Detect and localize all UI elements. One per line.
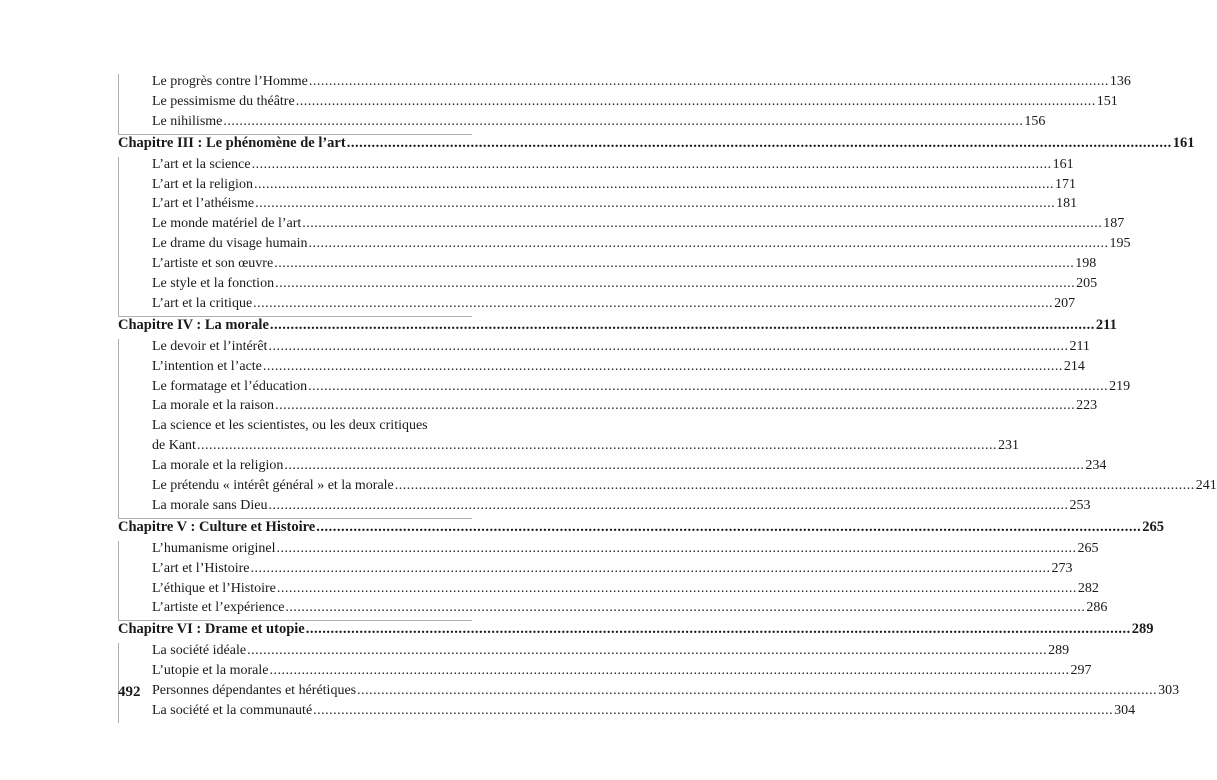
entry-page: 161 xyxy=(1052,156,1074,172)
toc-entry[interactable] xyxy=(152,703,1136,723)
entry-page: 282 xyxy=(1077,580,1099,596)
toc-entry[interactable] xyxy=(152,93,1118,114)
entry-title: La morale sans Dieu xyxy=(152,497,268,513)
toc-entry[interactable] xyxy=(152,458,1107,478)
entry-title: Le monde matériel de l’art xyxy=(152,216,302,232)
table-of-contents xyxy=(118,74,1217,723)
chapter-page: 161 xyxy=(1172,134,1195,151)
toc-entry[interactable] xyxy=(152,113,1046,134)
chapter-heading[interactable] xyxy=(118,518,1164,541)
entry-title: L’art et la science xyxy=(152,156,251,172)
chapter-section xyxy=(118,316,1217,518)
entry-title: La science et les scientistes, ou les deux critiques xyxy=(152,418,428,434)
chapter-heading[interactable] xyxy=(118,316,1117,339)
chapter-section xyxy=(118,518,1164,621)
dot-leader: ........................................................................................................................................................................................................ xyxy=(253,295,1054,311)
entry-title: Le drame du visage humain xyxy=(152,236,308,252)
dot-leader: ........................................................................................................................................................................................................ xyxy=(275,398,1076,414)
entry-page: 223 xyxy=(1076,398,1098,414)
dot-leader: ........................................................................................................................................................................................................ xyxy=(269,663,1070,679)
chapter-title: Chapitre IV : La morale xyxy=(118,316,269,333)
toc-entry[interactable] xyxy=(152,540,1099,561)
toc-entry[interactable] xyxy=(152,295,1076,316)
toc-entry[interactable] xyxy=(152,176,1076,197)
entry-page: 187 xyxy=(1103,216,1125,232)
dot-leader: ........................................................................................................................................................................................................ xyxy=(255,196,1056,212)
dot-leader: ........................................................................................................................................................................................................ xyxy=(346,134,1172,151)
entry-title: Le progrès contre l’Homme xyxy=(152,74,308,89)
entry-page: 171 xyxy=(1054,176,1076,192)
dot-leader: ........................................................................................................................................................................................................ xyxy=(308,378,1109,394)
entry-page: 207 xyxy=(1054,295,1076,311)
toc-entry[interactable] xyxy=(152,256,1097,276)
entry-page: 286 xyxy=(1086,600,1108,616)
entry-title: Le nihilisme xyxy=(152,113,223,129)
chapter-page: 211 xyxy=(1095,316,1117,333)
toc-entry[interactable] xyxy=(152,683,1180,703)
entry-page: 304 xyxy=(1114,703,1136,719)
toc-entry[interactable] xyxy=(152,196,1078,216)
dot-leader: ........................................................................................................................................................................................................ xyxy=(285,600,1086,616)
toc-entry[interactable] xyxy=(152,74,1131,94)
entry-title: L’art et la critique xyxy=(152,295,253,311)
chapter-entries xyxy=(118,540,1108,621)
entry-title: L’artiste et son œuvre xyxy=(152,256,274,272)
toc-entry[interactable] xyxy=(152,276,1098,296)
entry-title: La morale et la raison xyxy=(152,398,275,414)
dot-leader: ........................................................................................................................................................................................................ xyxy=(305,621,1131,638)
dot-leader: ........................................................................................................................................................................................................ xyxy=(268,338,1069,354)
chapter-entries xyxy=(118,338,1217,518)
entry-page: 303 xyxy=(1158,683,1180,699)
dot-leader: ........................................................................................................................................................................................................ xyxy=(308,74,1109,89)
entry-page: 198 xyxy=(1075,256,1097,272)
entry-page: 156 xyxy=(1024,113,1046,129)
entry-title: La morale et la religion xyxy=(152,458,284,474)
entry-title: L’éthique et l’Histoire xyxy=(152,580,276,596)
dot-leader: ........................................................................................................................................................................................................ xyxy=(250,560,1051,576)
dot-leader: ........................................................................................................................................................................................................ xyxy=(276,580,1077,596)
page-number: 492 xyxy=(118,684,141,700)
toc-entry[interactable] xyxy=(152,600,1108,620)
entry-page: 219 xyxy=(1109,378,1131,394)
toc-entry[interactable] xyxy=(152,216,1125,236)
dot-leader: ........................................................................................................................................................................................................ xyxy=(284,458,1085,474)
entry-page: 231 xyxy=(997,438,1019,454)
chapter-title: Chapitre VI : Drame et utopie xyxy=(118,621,305,638)
entry-title: Personnes dépendantes et hérétiques xyxy=(152,683,357,699)
entry-title: Le pessimisme du théâtre xyxy=(152,93,295,109)
dot-leader: ........................................................................................................................................................................................................ xyxy=(308,236,1109,252)
chapter-entries xyxy=(118,156,1131,316)
dot-leader: ........................................................................................................................................................................................................ xyxy=(268,497,1069,513)
dot-leader: ........................................................................................................................................................................................................ xyxy=(275,276,1076,292)
entry-title: L’humanisme originel xyxy=(152,540,276,556)
toc-entry[interactable] xyxy=(152,643,1070,663)
toc-entry[interactable] xyxy=(152,378,1131,399)
dot-leader: ........................................................................................................................................................................................................ xyxy=(251,156,1052,172)
toc-entry[interactable] xyxy=(152,156,1074,177)
chapter-heading[interactable] xyxy=(118,620,1154,643)
entry-title: La société et la communauté xyxy=(152,703,313,719)
toc-entry[interactable] xyxy=(152,398,1098,418)
entry-page: 234 xyxy=(1085,458,1107,474)
chapter-page: 265 xyxy=(1142,518,1164,535)
entry-page: 273 xyxy=(1051,560,1073,576)
dot-leader: ........................................................................................................................................................................................................ xyxy=(295,93,1096,109)
toc-entry[interactable] xyxy=(152,338,1090,359)
entry-page: 136 xyxy=(1109,74,1131,89)
dot-leader: ........................................................................................................................................................................................................ xyxy=(313,703,1114,719)
entry-title: L’artiste et l’expérience xyxy=(152,600,285,616)
entry-page: 241 xyxy=(1195,478,1217,494)
dot-leader: ........................................................................................................................................................................................................ xyxy=(253,176,1054,192)
chapter-title: Chapitre V : Culture et Histoire xyxy=(118,518,316,535)
entry-title: L’art et la religion xyxy=(152,176,253,192)
chapter-entries xyxy=(118,643,1180,723)
toc-entry[interactable] xyxy=(152,497,1091,518)
toc-entry[interactable] xyxy=(152,478,1217,498)
toc-entry[interactable] xyxy=(152,580,1099,601)
entry-page: 297 xyxy=(1070,663,1092,679)
dot-leader: ........................................................................................................................................................................................................ xyxy=(247,643,1048,659)
chapter-page: 289 xyxy=(1131,621,1154,638)
dot-leader: ........................................................................................................................................................................................................ xyxy=(269,316,1095,333)
entry-page: 195 xyxy=(1109,236,1131,252)
entry-page: 181 xyxy=(1056,196,1078,212)
chapter-list xyxy=(118,134,1217,723)
chapter-section xyxy=(118,134,1195,316)
entry-page: 214 xyxy=(1063,358,1085,374)
toc-entry[interactable] xyxy=(152,358,1085,379)
entry-page: 265 xyxy=(1077,540,1099,556)
dot-leader: ........................................................................................................................................................................................................ xyxy=(223,113,1024,129)
dot-leader: ........................................................................................................................................................................................................ xyxy=(357,683,1158,699)
entry-title: Le formatage et l’éducation xyxy=(152,378,308,394)
toc-entry[interactable] xyxy=(152,560,1073,581)
entry-page: 253 xyxy=(1069,497,1091,513)
toc-entry[interactable] xyxy=(152,663,1092,683)
entry-page: 211 xyxy=(1069,338,1090,354)
toc-entry-line xyxy=(152,418,472,438)
entry-title: L’intention et l’acte xyxy=(152,358,262,374)
entry-title: L’art et l’Histoire xyxy=(152,560,250,576)
entry-page: 151 xyxy=(1096,93,1118,109)
entry-page: 289 xyxy=(1048,643,1070,659)
entry-title: La société idéale xyxy=(152,643,247,659)
entry-title: Le prétendu « intérêt général » et la morale xyxy=(152,478,394,494)
dot-leader: ........................................................................................................................................................................................................ xyxy=(262,358,1063,374)
chapter-section xyxy=(118,620,1180,723)
dot-leader: ........................................................................................................................................................................................................ xyxy=(394,478,1195,494)
entry-title: Le style et la fonction xyxy=(152,276,275,292)
dot-leader: ........................................................................................................................................................................................................ xyxy=(196,438,997,454)
entry-title: L’art et l’athéisme xyxy=(152,196,255,212)
dot-leader: ........................................................................................................................................................................................................ xyxy=(274,256,1075,272)
entry-title: L’utopie et la morale xyxy=(152,663,269,679)
dot-leader: ........................................................................................................................................................................................................ xyxy=(302,216,1103,232)
toc-entry[interactable] xyxy=(152,438,1019,458)
entry-page: 205 xyxy=(1076,276,1098,292)
chapter-heading[interactable] xyxy=(118,134,1195,157)
entry-title: Le devoir et l’intérêt xyxy=(152,338,268,354)
toc-entry[interactable] xyxy=(152,236,1131,256)
entry-title: de Kant xyxy=(152,438,196,454)
chapter-title: Chapitre III : Le phénomène de l’art xyxy=(118,134,346,151)
dot-leader: ........................................................................................................................................................................................................ xyxy=(316,518,1142,535)
dot-leader: ........................................................................................................................................................................................................ xyxy=(276,540,1077,556)
intro-entries xyxy=(118,74,1131,134)
